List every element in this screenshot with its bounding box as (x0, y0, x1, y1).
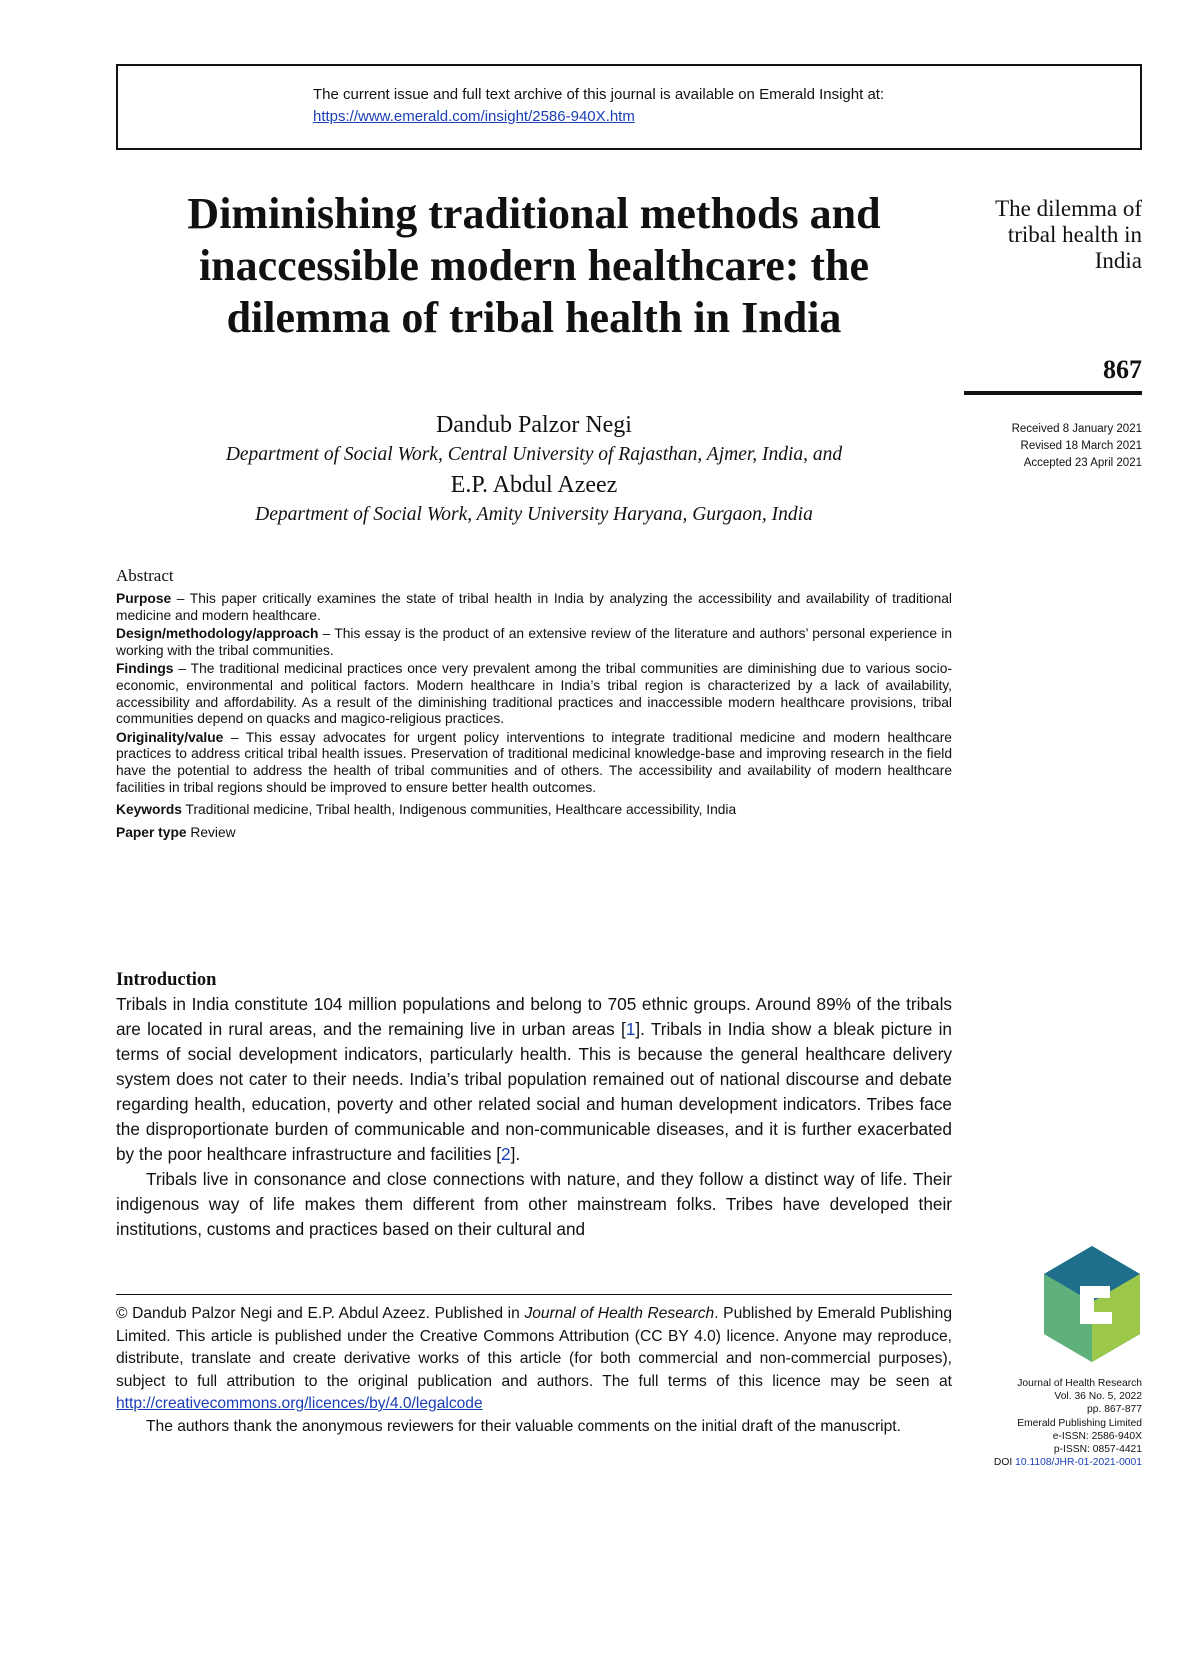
journal-eissn: e-ISSN: 2586-940X (1052, 1430, 1142, 1442)
abstract-design (116, 626, 952, 659)
citation-link[interactable]: 2 (501, 1144, 511, 1164)
introduction-section (116, 968, 952, 1242)
originality-text: – This essay advocates for urgent policy interventions to integrate traditional medicine and modern healthcare practices to address critical tribal health issues. Preservation of traditional medicinal knowledge-base and improving research in the field have the potential to address the health of tribal communities and of others. The accessibility and availability of modern healthcare facilities in tribal regions should be improved to ensure better health outcomes. (116, 729, 952, 795)
licence-link[interactable]: http://creativecommons.org/licences/by/4.0/legalcode (116, 1395, 483, 1412)
findings-text: – The traditional medicinal practices once very prevalent among the tribal communities are diminishing due to various socio-economic, environmental and political factors. Modern healthcare in India’s tribal region is characterized by a lack of availability, accessibility and affordability. As a result of the diminishing traditional practices and inaccessible modern healthcare provisions, tribal communities depend on quacks and magico-religious practices. (116, 661, 952, 727)
journal-volume: Vol. 36 No. 5, 2022 (1054, 1391, 1142, 1403)
purpose-label: Purpose (116, 591, 172, 606)
introduction-paragraph: Tribals live in consonance and close connections with nature, and they follow a distinct way of life. Their indigenous way of life makes them different from other mainstream folks. Tribes have developed their institutions, customs and practices based on their cultural and (116, 1169, 952, 1239)
journal-pissn: p-ISSN: 0857-4421 (1053, 1444, 1142, 1456)
introduction-heading: Introduction (116, 970, 217, 990)
journal-doi (960, 1456, 1142, 1469)
copyright-footnote (116, 1303, 952, 1438)
banner-journal-link[interactable]: https://www.emerald.com/insight/2586-940X.htm (313, 108, 635, 125)
originality-label: Originality/value (116, 729, 224, 745)
journal-info (960, 1377, 1142, 1469)
findings-label: Findings (116, 661, 174, 677)
page-number: 867 (1103, 355, 1142, 384)
abstract-originality (116, 730, 952, 796)
running-title: The dilemma of tribal health in India (995, 196, 1142, 273)
acknowledgement: The authors thank the anonymous reviewers for their valuable comments on the initial draft of the manuscript. (146, 1417, 901, 1435)
abstract-findings (116, 661, 952, 727)
abstract-heading: Abstract (116, 566, 174, 585)
copyright-notice (116, 1303, 952, 1416)
footnote-divider (116, 1294, 952, 1295)
keywords-text: Traditional medicine, Tribal health, Indigenous communities, Healthcare accessibility, India (181, 802, 737, 818)
footnote-text: © Dandub Palzor Negi and E.P. Abdul Azeez. Published in (116, 1305, 525, 1322)
author-affiliation: Department of Social Work, Amity University Haryana, Gurgaon, India (255, 504, 813, 525)
journal-availability-banner (116, 64, 1142, 150)
journal-name: Journal of Health Research (1017, 1378, 1142, 1389)
author-affiliation: Department of Social Work, Central University of Rajasthan, Ajmer, India, and (225, 444, 843, 465)
received-date: Received 8 January 2021 (1011, 423, 1142, 435)
open-access-logo-icon (1040, 1244, 1144, 1364)
keywords-label: Keywords (116, 802, 182, 818)
accepted-date: Accepted 23 April 2021 (1023, 457, 1142, 469)
side-divider (964, 391, 1142, 395)
journal-pages: pp. 867-877 (1087, 1404, 1142, 1416)
design-text: – This essay is the product of an extensive review of the literature and authors’ personal experience in working with the tribal communities. (116, 626, 952, 658)
author-block (116, 410, 952, 530)
author-name: Dandub Palzor Negi (436, 412, 632, 438)
purpose-text: – This paper critically examines the state of tribal health in India by analyzing the accessibility and availability of traditional medicine and modern healthcare. (116, 591, 952, 623)
keywords (116, 802, 952, 819)
paper-type (116, 825, 952, 842)
citation-link[interactable]: 1 (625, 1019, 636, 1039)
doi-link[interactable]: 10.1108/JHR-01-2021-0001 (1015, 1457, 1142, 1469)
doi-label: DOI (993, 1457, 1013, 1469)
journal-publisher: Emerald Publishing Limited (1017, 1417, 1142, 1429)
paper-type-label: Paper type (116, 824, 187, 840)
banner-text: The current issue and full text archive of this journal is available on Emerald Insight at: (313, 86, 885, 103)
abstract-purpose (116, 591, 952, 624)
abstract-section (116, 565, 952, 843)
intro-text: Tribals in India constitute 104 million populations and belong to 705 ethnic groups. Around 89% of the tribals are located in rural areas, and the remaining live in urban areas [ (116, 994, 952, 1039)
intro-text: ]. (510, 1144, 521, 1164)
journal-name-italic: Journal of Health Research (524, 1305, 715, 1322)
intro-text: ]. Tribals in India show a bleak picture in terms of social development indicators, particularly health. This is because the general healthcare delivery system does not cater to their needs. India’s tribal population remained out of national discourse and debate regarding health, education, poverty and other related social and human development indicators. Tribes face the disproportionate burden of communicable and non-communicable diseases, and it is further exacerbated by the poor healthcare infrastructure and facilities [ (116, 1019, 952, 1164)
submission-dates (960, 421, 1142, 472)
footnote-text: . Published by Emerald Publishing Limited. This article is published under the Creative Commons Attribution (CC BY 4.0) licence. Anyone may reproduce, distribute, translate and create derivative works of this article (for both commercial and non-commercial purposes), subject to full attribution to the original publication and authors. The full terms of this licence may be seen at (116, 1305, 952, 1390)
paper-type-text: Review (186, 824, 236, 840)
article-title: Diminishing traditional methods and inaccessible modern healthcare: the dilemma of tribal health in India (187, 189, 881, 342)
revised-date: Revised 18 March 2021 (1020, 440, 1142, 452)
design-label: Design/methodology/approach (116, 626, 319, 642)
author-name: E.P. Abdul Azeez (450, 472, 618, 498)
introduction-paragraph (116, 992, 952, 1167)
